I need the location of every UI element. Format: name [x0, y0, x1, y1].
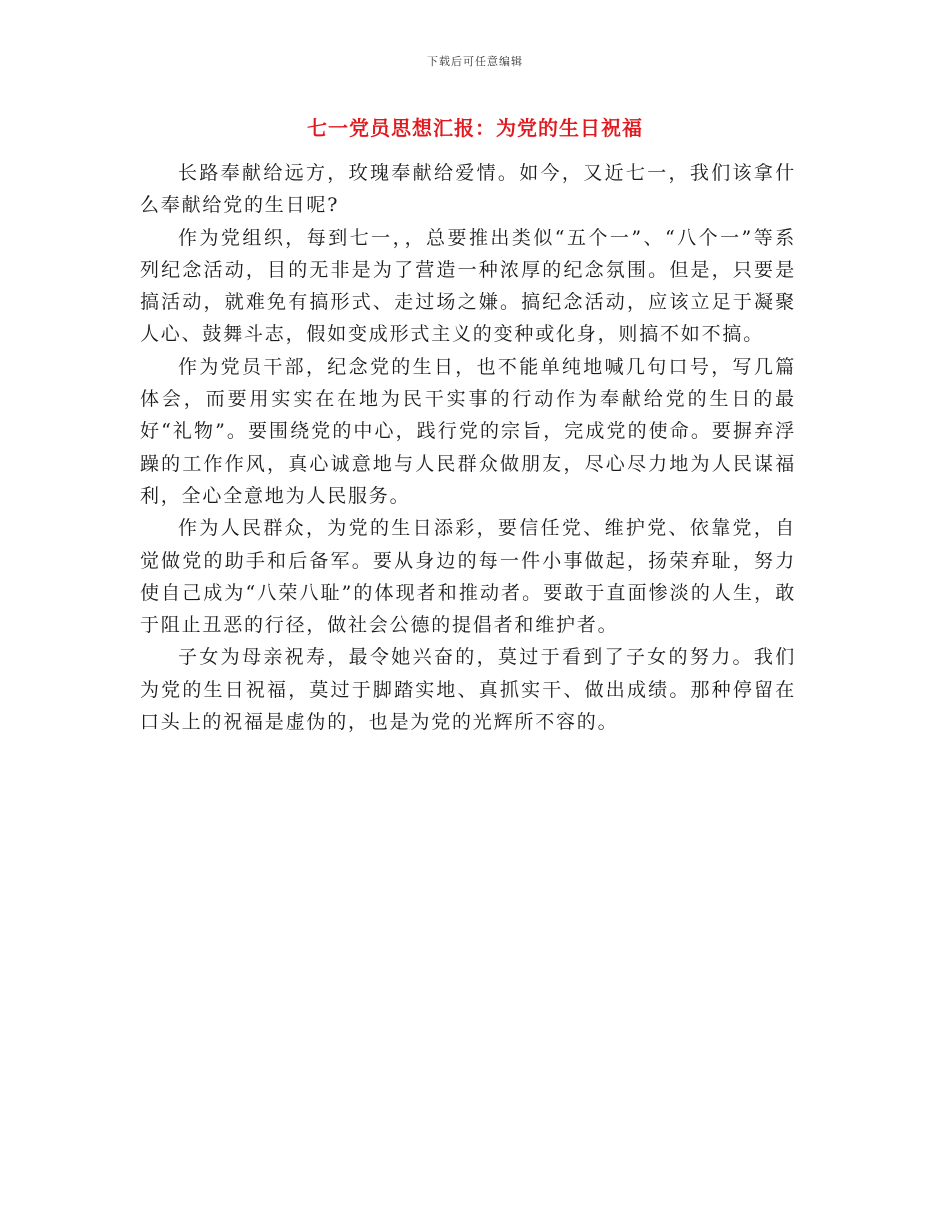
header-note: 下载后可任意编辑 [427, 55, 523, 68]
paragraph-1: 长路奉献给远方，玫瑰奉献给爱情。如今，又近七一，我们该拿什么奉献给党的生日呢? [140, 162, 796, 217]
paragraph-5: 子女为母亲祝寿，最令她兴奋的，莫过于看到了子女的努力。我们为党的生日祝福，莫过于脚踏实地、真抓实干、做出成绩。那种停留在口头上的祝福是虚伪的，也是为党的光辉所不容的。 [140, 646, 796, 734]
document-body [140, 157, 796, 738]
paragraph-2: 作为党组织，每到七一，，总要推出类似“五个一”、“八个一”等系列纪念活动，目的无非是为了营造一种浓厚的纪念氛围。但是，只要是搞活动，就难免有搞形式、走过场之嫌。搞纪念活动，应该立足于凝聚人心、鼓舞斗志，假如变成形式主义的变种或化身，则搞不如不搞。 [140, 226, 796, 346]
document-title: 七一党员思想汇报：为党的生日祝福 [307, 116, 643, 140]
paragraph-4: 作为人民群众，为党的生日添彩，要信任党、维护党、依靠党，自觉做党的助手和后备军。要从身边的每一件小事做起，扬荣弃耻，努力使自己成为“八荣八耻”的体现者和推动者。要敢于直面惨淡的人生，敢于阻止丑恶的行径，做社会公德的提倡者和维护者。 [140, 517, 796, 637]
paragraph-3: 作为党员干部，纪念党的生日，也不能单纯地喊几句口号，写几篇体会，而要用实实在在地为民干实事的行动作为奉献给党的生日的最好“礼物”。要围绕党的中心，践行党的宗旨，完成党的使命。要摒弃浮躁的工作作风，真心诚意地与人民群众做朋友，尽心尽力地为人民谋福利，全心全意地为人民服务。 [140, 355, 796, 507]
